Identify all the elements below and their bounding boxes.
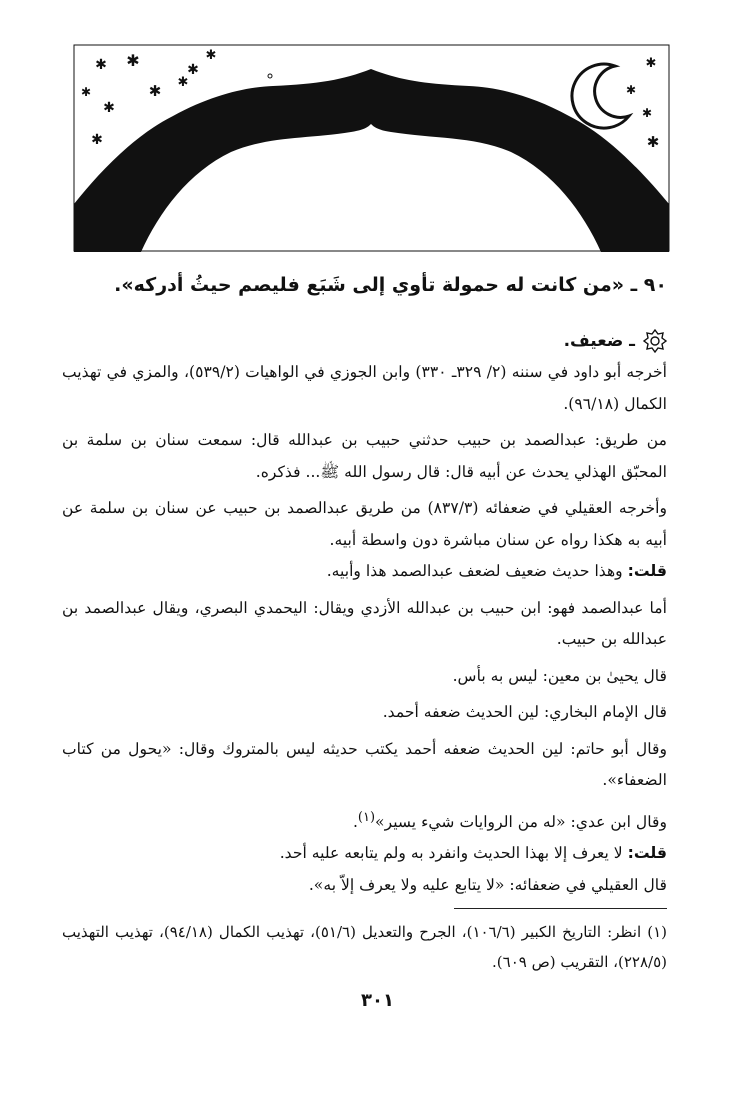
svg-text:✱: ✱ (126, 51, 140, 70)
svg-text:✱: ✱ (95, 57, 107, 73)
footnote-marker: (١) (357, 809, 376, 825)
svg-text:✱: ✱ (646, 133, 660, 151)
paragraph-isnad: من طريق: عبدالصمد بن حبيب حدثني حبيب بن عبدالله قال: سمعت سنان بن سلمة بن المحبّق الهذلي يحدث عن أبيه قال: قال رسول الله ﷺ... فذكره. (62, 431, 667, 481)
ibn-adi-text: وقال ابن عدي: «له من الروايات شيء يسير» (375, 812, 667, 831)
paragraph-uqayli: وأخرجه العقيلي في ضعفائه (٨٣٧/٣) من طريق عبدالصمد بن حبيب عن سنان بن سلمة عن أبيه به هكذا رواه عن سنان مباشرة دون واسطة أبيه. (62, 499, 667, 549)
svg-text:✱: ✱ (645, 56, 657, 71)
svg-text:✱: ✱ (625, 83, 637, 97)
qultu-text-2: لا يعرف إلا بهذا الحديث وانفرد به ولم يتابعه عليه أحد. (279, 844, 628, 863)
svg-text:✱: ✱ (641, 106, 653, 120)
svg-text:✱: ✱ (103, 100, 115, 116)
ibn-adi-end: . (352, 812, 358, 831)
ornament-icon (643, 329, 667, 353)
footnote: (١) انظر: التاريخ الكبير (١٠٦/٦)، الجرح والتعديل (٥١/٦)، تهذيب الكمال (٩٤/١٨)، تهذيب التهذيب (٢٢٨/٥)، التقريب (ص ٦٠٩). (62, 923, 667, 971)
paragraph-verdict (62, 556, 667, 588)
night-sky-arch-banner-icon (73, 44, 670, 252)
svg-text:✱: ✱ (91, 132, 103, 148)
paragraph-qultu-2 (62, 838, 667, 870)
footnote-divider (454, 908, 667, 909)
commentary-body (62, 357, 667, 901)
qultu-label: قلت: (627, 562, 667, 580)
paragraph-takhrij: أخرجه أبو داود في سننه (٢/ ٣٢٩ـ ٣٣٠) وابن الجوزي في الواهيات (٥٣٩/٢)، والمزي في تهذيب الكمال (٩٦/١٨). (62, 363, 667, 413)
paragraph-abu-hatim: وقال أبو حاتم: لين الحديث ضعفه أحمد يكتب حديثه ليس بالمتروك وقال: «يحول من كتاب الضعفاء». (62, 739, 667, 789)
page-number: ٣٠١ (361, 990, 394, 1011)
paragraph-uqayli-quote: قال العقيلي في ضعفائه: «لا يتابع عليه ولا يعرف إلاّ به». (308, 875, 667, 894)
svg-text:✱: ✱ (148, 82, 162, 100)
grade-label: ـ ضعيف. (563, 331, 635, 351)
svg-text:✱: ✱ (177, 75, 189, 90)
svg-text:✱: ✱ (80, 85, 92, 99)
qultu-label-2: قلت: (627, 844, 667, 863)
paragraph-narrator: أما عبدالصمد فهو: ابن حبيب بن عبدالله الأزدي ويقال: اليحمدي البصري، ويقال عبدالصمد بن عبدالله بن حبيب. (62, 598, 667, 648)
paragraph-bukhari: قال الإمام البخاري: لين الحديث ضعفه أحمد. (382, 703, 667, 721)
hadith-title: ٩٠ ـ «من كانت له حمولة تأوي إلى شَبَع فليصم حيثُ أدركه». (114, 274, 667, 296)
svg-text:✱: ✱ (205, 48, 217, 63)
svg-text:✱: ✱ (187, 62, 199, 78)
grade-line (564, 326, 667, 356)
verdict-text: وهذا حديث ضعيف لضعف عبدالصمد هذا وأبيه. (326, 562, 628, 580)
paragraph-ibn-adi (62, 802, 667, 839)
paragraph-ibn-maeen: قال يحيىٰ بن معين: ليس به بأس. (452, 666, 667, 685)
